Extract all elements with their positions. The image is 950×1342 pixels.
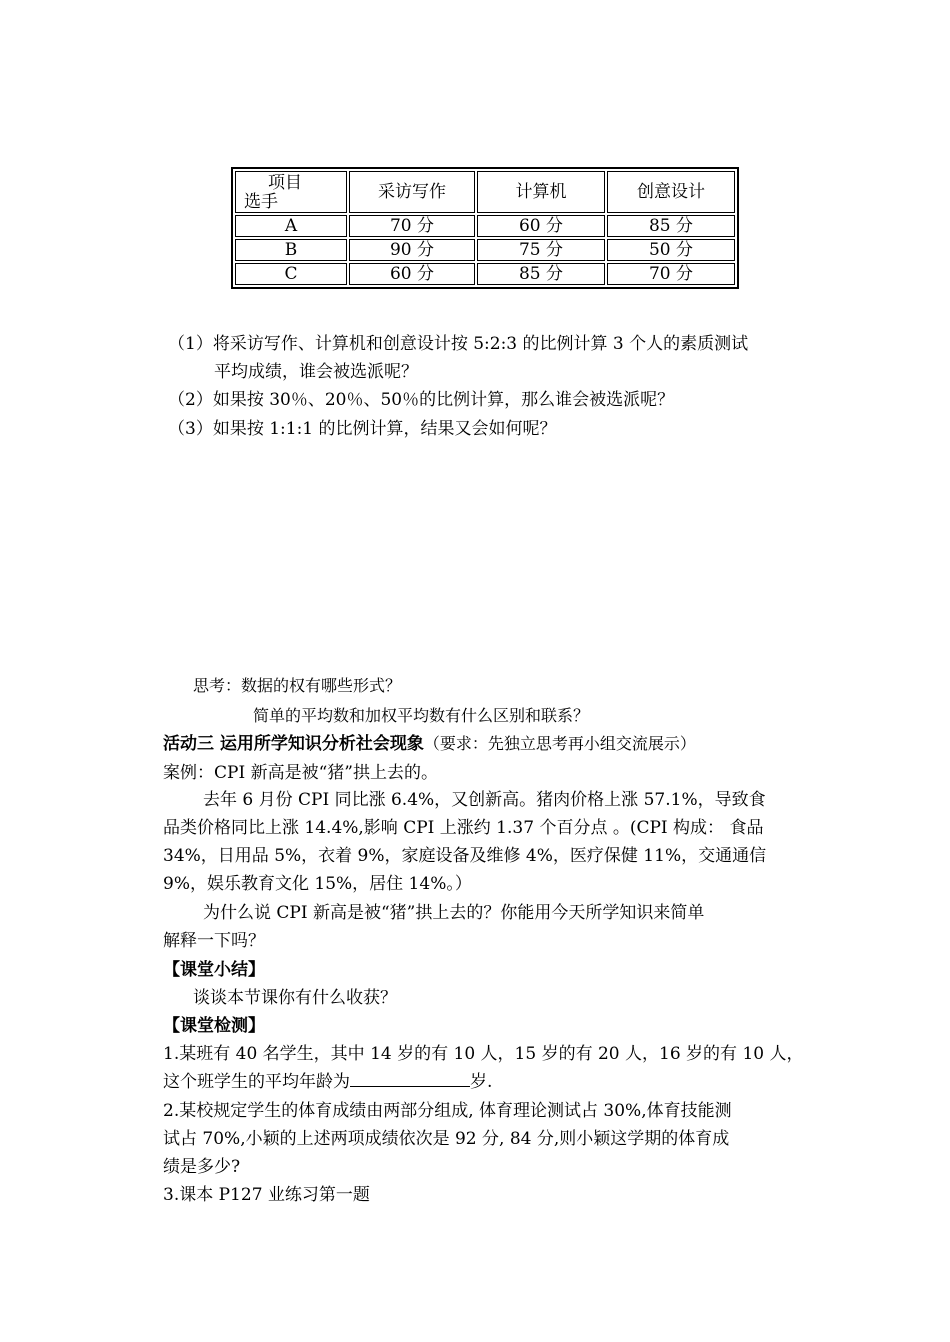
check-item-1-suffix: 岁. — [470, 1072, 493, 1092]
check-item-1-prefix: 这个班学生的平均年龄为 — [163, 1072, 350, 1092]
activity-heading — [163, 730, 696, 758]
check-item-2-line-a: 2.某校规定学生的体育成绩由两部分组成, 体育理论测试占 30%,体育技能测 — [163, 1101, 732, 1121]
score-cell: 60 分 — [477, 215, 605, 237]
score-cell: 70 分 — [349, 215, 475, 237]
score-cell: 75 分 — [477, 239, 605, 261]
score-cell: 70 分 — [607, 263, 735, 285]
question-1-line-a: （1）将采访写作、计算机和创意设计按 5:2:3 的比例计算 3 个人的素质测试 — [168, 334, 749, 354]
check-item-1-line-b — [163, 1068, 492, 1096]
score-table — [231, 167, 739, 289]
corner-top-label: 项目 — [268, 173, 302, 193]
case-paragraph-line: 去年 6 月份 CPI 同比涨 6.4%，又创新高。猪肉价格上涨 57.1%，导致食 — [203, 790, 766, 810]
score-cell: 85 分 — [607, 215, 735, 237]
case-paragraph-line: 34%，日用品 5%，衣着 9%，家庭设备及维修 4%，医疗保健 11%，交通通信 — [163, 846, 767, 866]
player-name-cell: A — [235, 215, 347, 237]
check-title: 【课堂检测】 — [163, 1016, 265, 1036]
question-2: （2）如果按 30％、20％、50％的比例计算，那么谁会被选派呢？ — [168, 390, 675, 410]
check-item-1-line-a: 1.某班有 40 名学生，其中 14 岁的有 10 人，15 岁的有 20 人，16 岁的有 10 人， — [163, 1044, 804, 1064]
case-question-line: 为什么说 CPI 新高是被“猪”拱上去的？你能用今天所学知识来简单 — [203, 903, 705, 923]
player-name-cell: B — [235, 239, 347, 261]
check-item-3: 3.课本 P127 业练习第一题 — [163, 1185, 370, 1205]
table-header-row — [235, 171, 735, 213]
question-3: （3）如果按 1:1:1 的比例计算，结果又会如何呢？ — [168, 419, 557, 439]
case-title: 案例：CPI 新高是被“猪”拱上去的。 — [163, 763, 438, 783]
table-header-cell: 采访写作 — [349, 171, 475, 213]
case-paragraph-line: 品类价格同比上涨 14.4%,影响 CPI 上涨约 1.37 个百分点 。(CPI 构成： 食品 — [163, 818, 764, 838]
table-header-cell: 创意设计 — [607, 171, 735, 213]
corner-bottom-label: 选手 — [244, 192, 278, 212]
answer-blank[interactable] — [350, 1068, 470, 1087]
case-paragraph-line: 9%，娱乐教育文化 15%，居住 14%。） — [163, 874, 472, 894]
think-line-1: 思考：数据的权有哪些形式？ — [193, 676, 402, 695]
table-row — [235, 263, 735, 285]
score-cell: 50 分 — [607, 239, 735, 261]
activity-title: 活动三 运用所学知识分析社会现象 — [163, 734, 424, 754]
score-cell: 90 分 — [349, 239, 475, 261]
check-item-2-line-b: 试占 70%,小颖的上述两项成绩依次是 92 分, 84 分,则小颖这学期的体育成 — [163, 1129, 730, 1149]
table-header-cell: 计算机 — [477, 171, 605, 213]
activity-note: （要求：先独立思考再小组交流展示） — [423, 734, 696, 753]
question-1-line-b: 平均成绩，谁会被选派呢？ — [214, 362, 418, 382]
table-row — [235, 215, 735, 237]
check-item-2-line-c: 绩是多少? — [163, 1157, 241, 1177]
summary-text: 谈谈本节课你有什么收获？ — [193, 988, 397, 1008]
think-line-2: 简单的平均数和加权平均数有什么区别和联系？ — [253, 706, 590, 725]
table-row — [235, 239, 735, 261]
score-cell: 85 分 — [477, 263, 605, 285]
table-corner-cell — [235, 171, 347, 213]
summary-title: 【课堂小结】 — [163, 960, 265, 980]
score-cell: 60 分 — [349, 263, 475, 285]
case-question-line: 解释一下吗？ — [163, 931, 265, 951]
player-name-cell: C — [235, 263, 347, 285]
